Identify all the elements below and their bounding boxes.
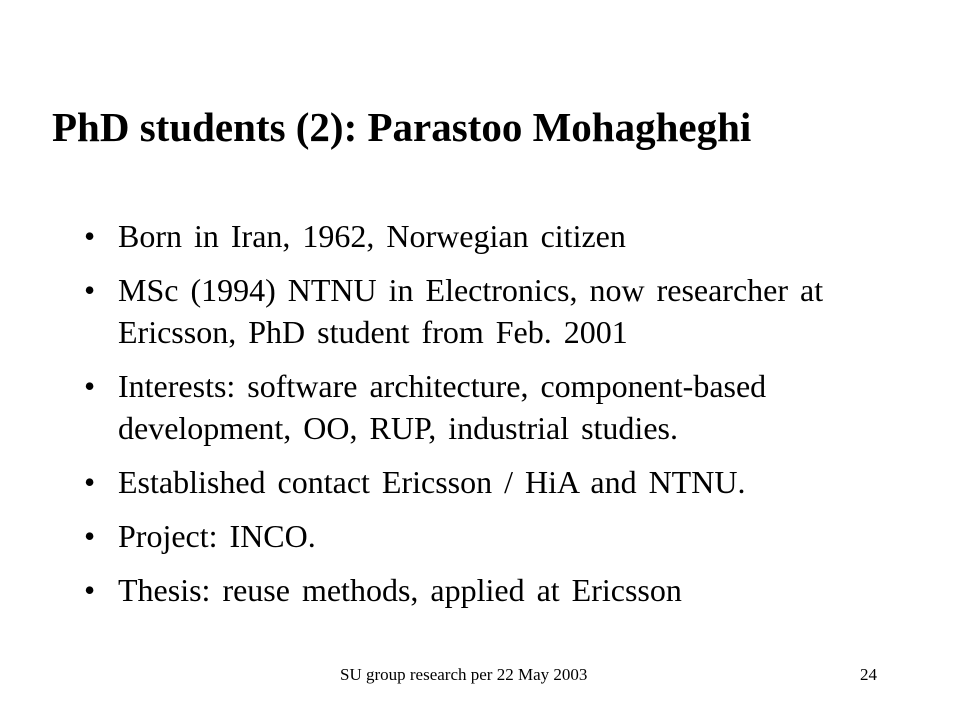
bullet-item-thesis — [84, 569, 884, 611]
bullet-icon: • — [84, 572, 96, 608]
bullet-text: Interests: software architecture, component-based development, OO, RUP, industrial studies. — [118, 368, 767, 446]
bullet-icon: • — [84, 518, 96, 554]
bullet-text: Born in Iran, 1962, Norwegian citizen — [118, 218, 626, 254]
bullet-item-contact — [84, 461, 884, 503]
bullet-item-interests — [84, 365, 884, 449]
bullet-list — [84, 215, 884, 623]
bullet-text: Project: INCO. — [118, 518, 316, 554]
slide-title: PhD students (2): Parastoo Mohagheghi — [52, 104, 752, 150]
bullet-icon: • — [84, 218, 96, 254]
bullet-item-project — [84, 515, 884, 557]
bullet-item-born — [84, 215, 884, 257]
bullet-text: MSc (1994) NTNU in Electronics, now researcher at Ericsson, PhD student from Feb. 2001 — [118, 272, 824, 350]
bullet-text: Thesis: reuse methods, applied at Ericsson — [118, 572, 682, 608]
bullet-icon: • — [84, 464, 96, 500]
bullet-icon: • — [84, 368, 96, 404]
page-number: 24 — [860, 665, 877, 684]
bullet-item-msc — [84, 269, 884, 353]
bullet-text: Established contact Ericsson / HiA and NTNU. — [118, 464, 746, 500]
footer-text: SU group research per 22 May 2003 — [340, 665, 588, 684]
bullet-icon: • — [84, 272, 96, 308]
